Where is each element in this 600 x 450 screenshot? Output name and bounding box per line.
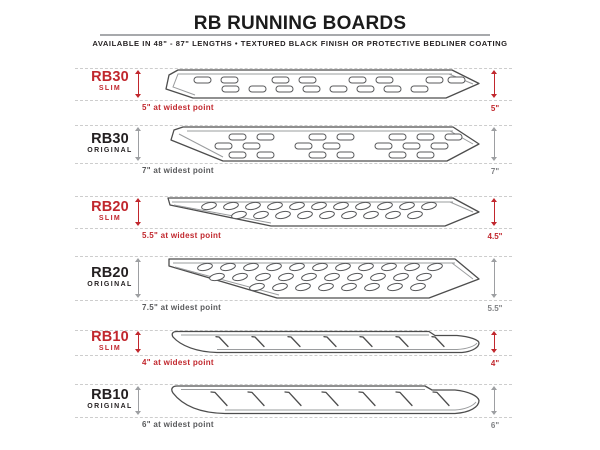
model-name: RB30 [91,131,129,147]
board-drawing-rb10-slim [157,328,483,357]
widest-point-label: 7" at widest point [142,166,214,175]
measure-arrow-left [134,127,143,161]
board-drawing-rb20-original [157,254,483,302]
board-drawing-rb30-slim [157,66,483,102]
height-measurement: 7" [490,167,500,176]
model-variant: ORIGINAL [87,403,133,410]
model-name: RB30 [91,69,129,85]
measure-arrow-right [490,70,499,98]
height-measurement: 6" [490,421,500,430]
measure-arrow-right [490,258,499,298]
model-variant: ORIGINAL [87,147,133,154]
model-name: RB10 [91,329,129,345]
page-title: RB RUNNING BOARDS [193,13,407,34]
model-variant: ORIGINAL [87,281,133,288]
model-name: RB20 [91,199,129,215]
widest-point-label: 6" at widest point [142,420,214,429]
model-name: RB10 [91,387,129,403]
measure-arrow-right [490,198,499,226]
widest-point-label: 5" at widest point [142,103,214,112]
model-name: RB20 [91,265,129,281]
widest-point-label: 4" at widest point [142,358,214,367]
measure-arrow-right [490,331,499,353]
height-measurement: 5" [490,104,500,113]
title-divider [100,34,490,36]
model-variant: SLIM [98,85,122,92]
board-drawing-rb20-slim [157,194,483,230]
measure-arrow-left [134,70,143,98]
widest-point-label: 7.5" at widest point [142,303,222,312]
measure-arrow-left [134,198,143,226]
board-drawing-rb10-original [157,382,483,419]
height-measurement: 4.5" [487,232,503,241]
measure-arrow-left [134,258,143,298]
height-measurement: 5.5" [487,304,503,313]
model-variant: SLIM [98,345,122,352]
measure-arrow-left [134,386,143,415]
board-drawing-rb30-original [157,123,483,165]
measure-arrow-left [134,331,143,353]
widest-point-label: 5.5" at widest point [142,231,222,240]
page-subtitle: AVAILABLE IN 48" - 87" LENGTHS • TEXTURED BLACK FINISH OR PROTECTIVE BEDLINER COATING [92,39,508,48]
measure-arrow-right [490,127,499,161]
height-measurement: 4" [490,359,500,368]
measure-arrow-right [490,386,499,415]
model-variant: SLIM [98,215,122,222]
